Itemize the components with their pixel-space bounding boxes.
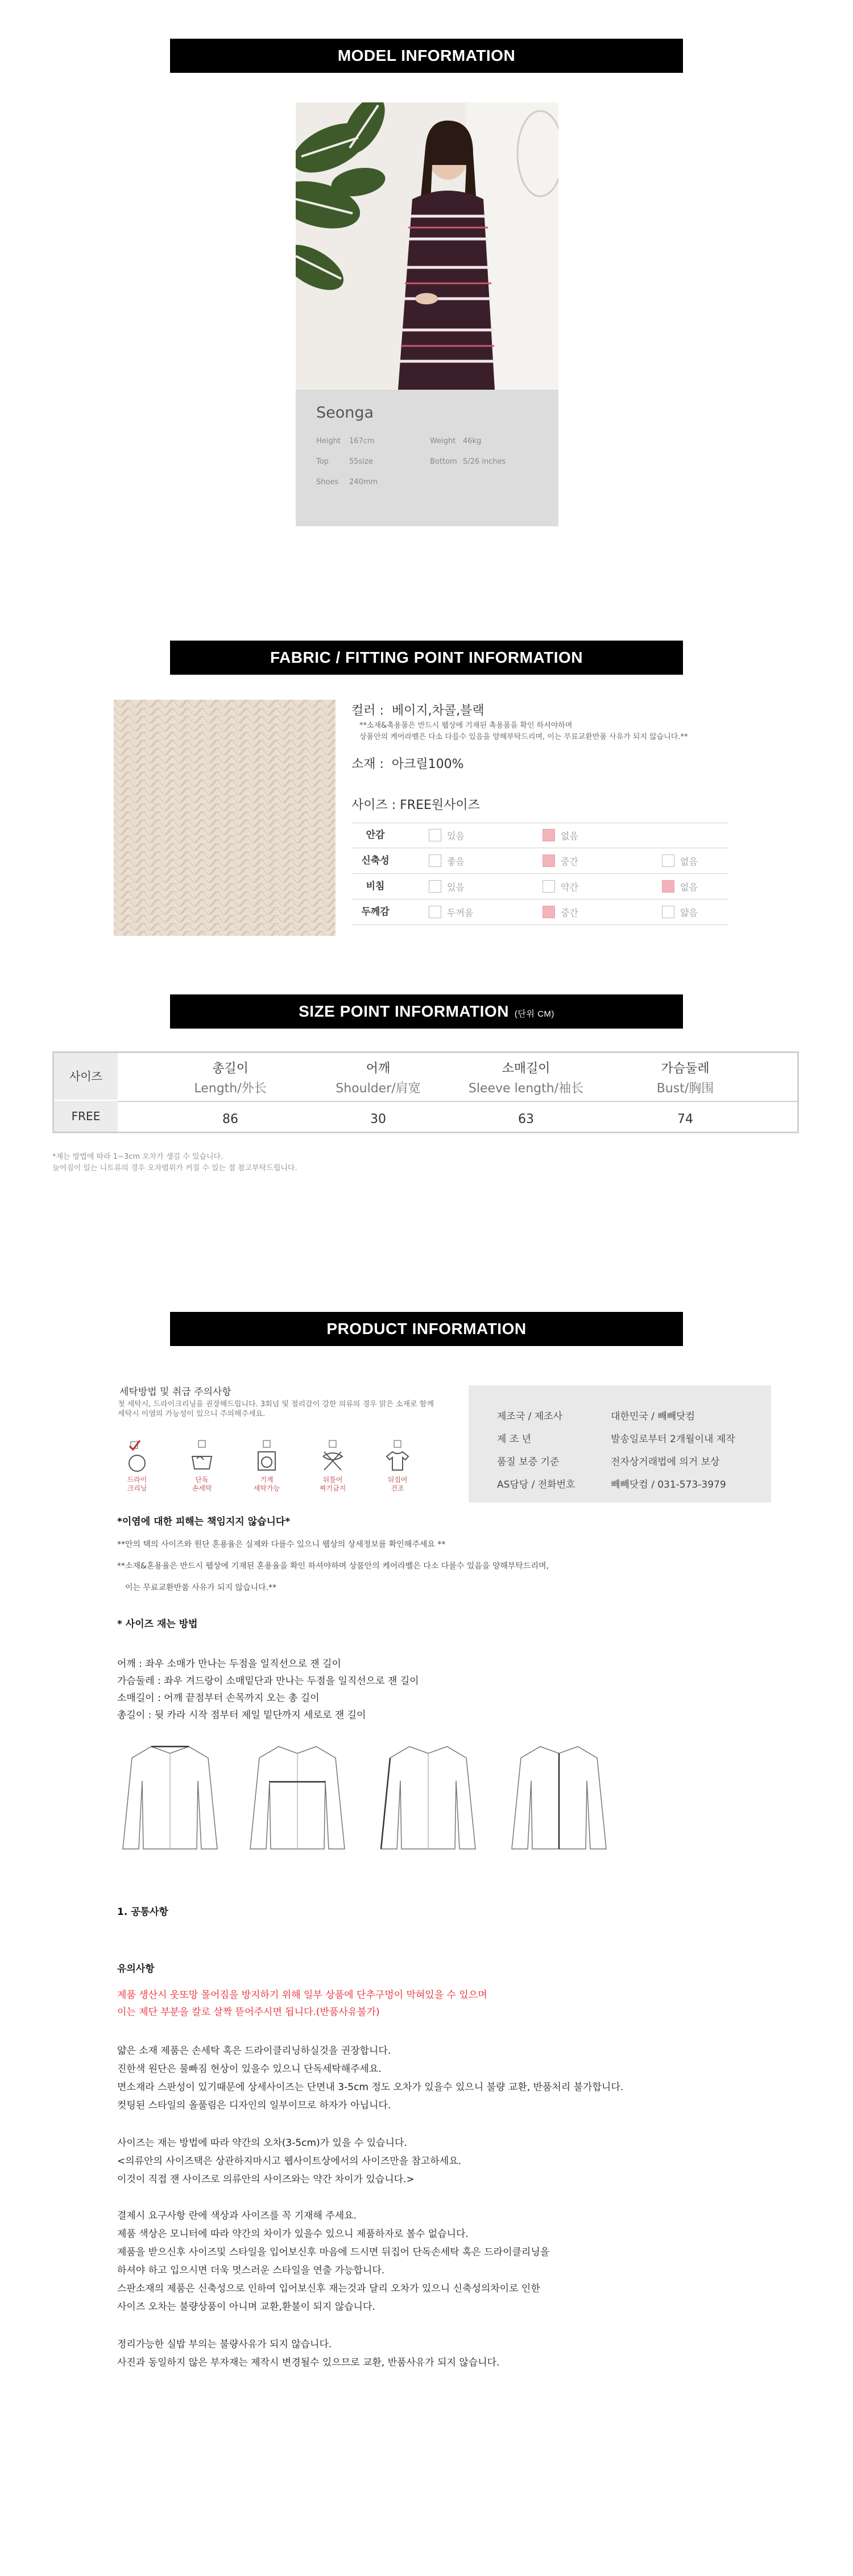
color-note-2: 상품안의 케어라벨은 다소 다를수 있음을 양해부탁드리며, 이는 무료교환반품 사유가 되지 않습니다.** (359, 733, 688, 741)
fit-option: 없음 (662, 848, 698, 873)
fit-row-label: 안감 (366, 829, 385, 841)
tshirt-icon (384, 1439, 411, 1472)
info-value: 대한민국 / 빼빼닷컴 (611, 1411, 695, 1422)
size-banner-unit: (단위 CM) (514, 1009, 554, 1019)
paragraph-line: <의류안의 사이즈택은 상관하지마시고 웹사이트상에서의 사이즈만을 참고하세요. (117, 2156, 462, 2167)
size-banner-title: SIZE POINT INFORMATION (299, 1002, 509, 1020)
notice-1: **안의 택의 사이즈와 원단 혼용율은 실제와 다를수 있으니 웹상의 상세정보를 확인해주세요 ** (117, 1540, 446, 1549)
fit-checkbox (429, 880, 441, 893)
paragraph-line: 스판소재의 제품은 신축성으로 인하여 입어보신후 재는것과 달리 오차가 있으니 신축성의차이로 인한 (117, 2283, 540, 2294)
fit-checkbox-selected (543, 906, 555, 918)
info-value: 빼빼닷컴 / 031-573-3979 (611, 1479, 726, 1491)
care-icon-nowring: 뒤틀어 짜기금지 (313, 1439, 353, 1493)
size-val-length: 86 (222, 1112, 238, 1126)
fit-checkbox-selected (543, 854, 555, 867)
fit-option: 약간 (543, 874, 578, 899)
size-col-kr: 총길이 (212, 1062, 249, 1076)
paragraph-line: 제품 색상은 모니터에 따라 약간의 차이가 있을수 있으니 제품하자로 볼수 없습니다. (117, 2228, 469, 2240)
model-card (296, 102, 558, 526)
shirt-diagram-shoulder (117, 1741, 223, 1855)
care-subtitle: 첫 세탁시, 드라이크리닝을 권장해드립니다. 3회넘 및 절리감이 강한 의류의 경우 맑은 소재로 함께 세탁시 이염의 가능성이 있으니 주의해주세요. (118, 1400, 434, 1418)
model-info-banner: MODEL INFORMATION (170, 39, 683, 73)
paragraph-line: 이것이 직접 잰 사이즈로 의류안의 사이즈와는 약간 차이가 있습니다.> (117, 2174, 415, 2185)
fit-option: 중간 (543, 899, 578, 924)
size-header-label: 사이즈 (54, 1053, 118, 1100)
product-info-box (469, 1385, 771, 1502)
care-icon-handwash: 단독 손세탁 (182, 1439, 222, 1493)
fit-option: 좋음 (429, 848, 465, 873)
notice-3: 이는 무료교환반품 사유가 되지 않습니다.** (125, 1583, 277, 1592)
shirt-diagram-length (506, 1741, 612, 1855)
fit-table (351, 823, 728, 925)
model-photo (296, 102, 558, 390)
paragraph-line: 사이즈 오차는 불량상품이 아니며 교환,환불이 되지 않습니다. (117, 2301, 375, 2313)
fit-row-lining (351, 823, 728, 848)
size-line: 사이즈 : FREE원사이즈 (351, 798, 480, 812)
model-stat-bottom: Bottom S/26 inches (430, 457, 506, 466)
fit-row-thickness (351, 899, 728, 925)
caution-title: 유의사항 (117, 1963, 155, 1975)
paragraph-line: 진한색 원단은 물빠짐 현상이 있을수 있으니 단독세탁해주세요. (117, 2063, 382, 2075)
paragraph-line: 컷팅된 스타일의 올풀림은 디자인의 일부이므로 하자가 아닙니다. (117, 2100, 391, 2111)
handwash-icon (189, 1439, 215, 1472)
material-line: 소재 : 아크릴100% (351, 757, 464, 771)
size-col-length (162, 1059, 299, 1096)
responsibility-notice: *이염에 대한 피해는 책임지지 않습니다* (117, 1516, 291, 1528)
model-name: Seonga (316, 404, 374, 422)
measure-line: 가슴둘레 : 좌우 겨드랑이 소매밑단과 만나는 두점을 일직선으로 잰 길이 (117, 1675, 419, 1687)
fabric-info-banner: FABRIC / FITTING POINT INFORMATION (170, 641, 683, 675)
red-notice-1: 제품 생산시 웃또망 몰어짐을 방지하기 위해 일부 상품에 단추구멍이 막혀있을 수 있으며 (117, 1989, 487, 2001)
color-line: 컬러 : 베이지,차콜,블랙 (351, 704, 485, 718)
fit-checkbox (429, 906, 441, 918)
measure-title: * 사이즈 재는 방법 (117, 1619, 198, 1630)
fit-checkbox (429, 829, 441, 841)
fit-checkbox (429, 854, 441, 867)
paragraph-line: 사이즈는 재는 방법에 따라 약간의 오차(3-5cm)가 있을 수 있습니다. (117, 2137, 407, 2149)
shirt-diagram-chest (245, 1741, 350, 1855)
fit-row-label: 두께감 (361, 906, 390, 918)
no-wring-icon (320, 1439, 346, 1472)
fit-row-label: 비침 (366, 881, 385, 892)
paragraph-line: 면소재라 스판성이 있기때문에 상세사이즈는 단면내 3-5cm 정도 오차가 있을수 있으니 불량 교환, 반품처리 불가합니다. (117, 2082, 624, 2093)
size-col-kr: 소매길이 (502, 1062, 550, 1076)
size-col-shoulder (304, 1059, 452, 1096)
care-title: 세탁방법 및 취급 주의사항 (119, 1386, 231, 1398)
size-col-en: Bust/胸围 (656, 1081, 714, 1096)
fit-checkbox (662, 906, 674, 918)
paragraph-line: 결제시 요구사항 란에 색상과 사이즈를 꼭 기재해 주세요. (117, 2210, 357, 2222)
fit-checkbox-selected (543, 829, 555, 841)
size-note-1: *재는 방법에 따라 1~3cm 오차가 생길 수 있습니다. (52, 1153, 223, 1161)
size-row-label: FREE (54, 1101, 118, 1132)
measure-line: 어깨 : 좌우 소매가 만나는 두점을 일직선으로 잰 길이 (117, 1658, 341, 1670)
model-stat-shoes: Shoes 240mm (316, 478, 378, 486)
model-stat-weight: Weight 46kg (430, 437, 482, 445)
fit-option: 없음 (662, 874, 698, 899)
info-key: 품질 보증 기준 (497, 1456, 560, 1468)
fit-row-stretch (351, 848, 728, 874)
size-info-banner (170, 994, 683, 1029)
dryclean-icon (124, 1439, 150, 1472)
washing-machine-icon (254, 1439, 280, 1472)
model-photo-illustration (296, 102, 558, 390)
size-val-shoulder: 30 (370, 1112, 386, 1126)
info-key: 제조국 / 제조사 (497, 1411, 563, 1422)
fit-option: 두꺼움 (429, 899, 473, 924)
knit-texture (114, 700, 336, 936)
fit-checkbox-selected (662, 880, 674, 893)
size-col-bust (617, 1059, 753, 1096)
notice-2: **소재&혼용율은 반드시 웹상에 기재된 혼용율을 확인 하셔야하며 상품안의 케어라벨은 다소 다를수 있음을 양해부탁드리며, (117, 1562, 549, 1571)
fit-option: 중간 (543, 848, 578, 873)
size-col-en: Shoulder/肩宽 (336, 1081, 421, 1096)
size-col-sleeve (441, 1059, 611, 1096)
fit-row-sheer (351, 874, 728, 899)
care-icon-dryclean: 드라이 크리닝 (117, 1439, 157, 1493)
care-icon-inside-out-dry: 뒤집어 건조 (378, 1439, 417, 1493)
model-stat-top: Top 55size (316, 457, 373, 466)
size-col-kr: 어깨 (366, 1062, 391, 1076)
paragraph-line: 하셔야 하고 입으시면 더욱 멋스러운 스타일을 연출 가능합니다. (117, 2265, 385, 2276)
fit-option: 있음 (429, 874, 465, 899)
product-info-banner: PRODUCT INFORMATION (170, 1312, 683, 1346)
model-stat-height: Height 167cm (316, 437, 375, 445)
info-value: 발송일로부터 2개월이내 제작 (611, 1434, 735, 1445)
red-notice-2: 이는 제단 부분을 칼로 살짝 뜯어주시면 됩니다.(반품사유불가) (117, 2007, 380, 2018)
measure-line: 총길이 : 뒷 카라 시작 점부터 제일 밑단까지 세로로 잰 길이 (117, 1710, 366, 1721)
size-col-en: Sleeve length/袖长 (468, 1081, 584, 1096)
size-val-bust: 74 (677, 1112, 693, 1126)
size-col-kr: 가슴둘레 (661, 1062, 710, 1076)
fabric-swatch (114, 700, 336, 936)
paragraph-line: 얇은 소재 제품은 손세탁 혹은 드라이클리닝하실것을 권장합니다. (117, 2045, 391, 2057)
measure-line: 소매길이 : 어깨 끝점부터 손목까지 오는 총 길이 (117, 1692, 320, 1704)
paragraph-line: 제품을 받으신후 사이즈및 스타일을 입어보신후 마음에 드시면 뒤집어 단독손세탁 혹은 드라이클리닝을 (117, 2247, 550, 2258)
color-note-1: **소재&촉용품은 반드시 웹상에 기재된 촉용품을 확인 하셔야하며 (359, 721, 573, 730)
fit-row-label: 신축성 (361, 855, 390, 866)
size-val-sleeve: 63 (518, 1112, 534, 1126)
info-key: 제 조 년 (497, 1434, 532, 1445)
fit-option: 얇음 (662, 899, 698, 924)
fit-checkbox (662, 854, 674, 867)
common-title: 1. 공통사항 (117, 1906, 168, 1918)
paragraph-line: 사진과 동일하지 않은 부자재는 제작시 변경될수 있으므로 교환, 반품사유가 되지 않습니다. (117, 2357, 500, 2368)
fit-option: 없음 (543, 823, 578, 848)
care-icon-machinewash: 기계 세탁가능 (247, 1439, 287, 1493)
fit-option: 있음 (429, 823, 465, 848)
size-table (52, 1051, 799, 1133)
fit-checkbox (543, 880, 555, 893)
info-value: 전자상거래법에 의거 보상 (611, 1456, 720, 1468)
info-key: AS담당 / 전화번호 (497, 1479, 575, 1491)
paragraph-line: 정리가능한 실밥 부의는 불량사유가 되지 않습니다. (117, 2339, 332, 2350)
size-col-en: Length/外长 (194, 1081, 267, 1096)
size-note-2: 늘어짐이 있는 니트류의 경우 오차범위가 커질 수 있는 점 참고부탁드립니다. (52, 1164, 297, 1173)
shirt-diagram-sleeve (375, 1741, 481, 1855)
